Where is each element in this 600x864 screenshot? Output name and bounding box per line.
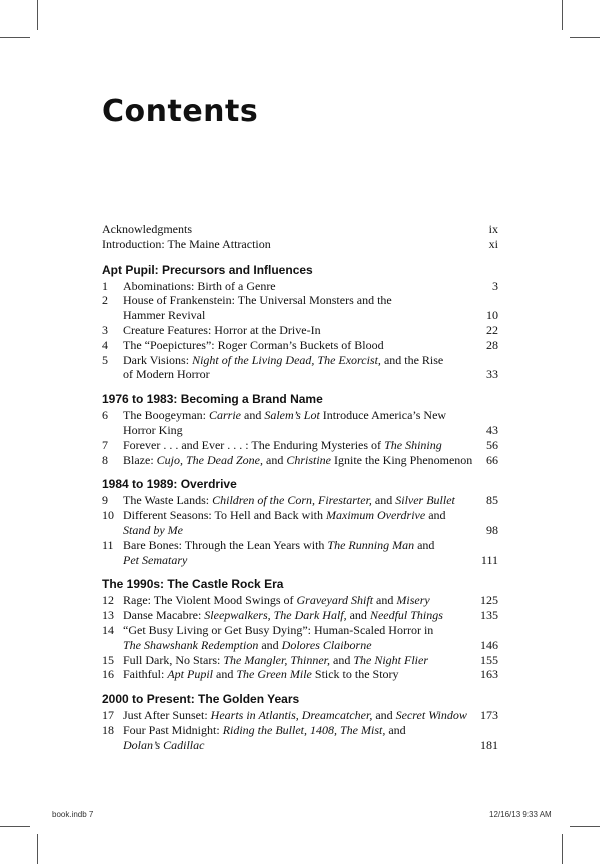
title-segment: Riding the Bullet, 1408, The Mist, xyxy=(222,722,386,737)
front-matter xyxy=(102,222,498,252)
crop-mark xyxy=(562,834,563,864)
title-segment: Children of the Corn, Firestarter, xyxy=(212,493,372,508)
title-segment: Introduce America’s New xyxy=(319,408,447,423)
title-segment: Cujo, The Dead Zone, xyxy=(156,452,263,467)
chapter-number: 10 xyxy=(102,508,114,523)
title-segment: Blaze: xyxy=(123,452,157,467)
title-segment: and xyxy=(373,593,397,608)
entry-title xyxy=(123,323,480,338)
page-number: 111 xyxy=(480,552,498,567)
section-heading: 1976 to 1983: Becoming a Brand Name xyxy=(102,392,323,407)
title-segment: The Shining xyxy=(384,437,442,452)
page-number: 56 xyxy=(486,437,498,452)
title-segment: Misery xyxy=(396,593,430,608)
crop-mark xyxy=(37,0,38,30)
entry-title: Introduction: The Maine Attraction xyxy=(102,236,271,251)
toc-entry xyxy=(102,608,498,623)
title-segment: Four Past Midnight: xyxy=(123,722,223,737)
toc-sections xyxy=(102,263,498,753)
entry-title xyxy=(123,553,475,568)
entry-title xyxy=(123,653,474,668)
toc-entry xyxy=(102,667,498,682)
page-number: 98 xyxy=(486,522,498,537)
entry-line xyxy=(102,453,498,468)
title-segment: and xyxy=(385,722,406,737)
chapter-number: 4 xyxy=(102,337,108,352)
title-segment: Creature Features: Horror at the Drive-In xyxy=(123,322,321,337)
title-segment: and xyxy=(346,608,370,623)
crop-mark xyxy=(570,37,600,38)
title-segment: Forever . . . and Ever . . . : The Enduring Mysteries of xyxy=(123,437,385,452)
title-segment: The Mangler, Thinner, xyxy=(223,652,331,667)
title-segment: and xyxy=(241,408,265,423)
title-segment: Christine xyxy=(286,452,331,467)
toc-entry xyxy=(102,708,498,723)
chapter-number: 1 xyxy=(102,278,108,293)
page-number: 146 xyxy=(480,637,498,652)
title-segment: Night of the Living Dead, The Exorcist, xyxy=(192,352,381,367)
page-number: 181 xyxy=(480,737,498,752)
entry-title xyxy=(123,667,474,682)
title-segment: Stand by Me xyxy=(123,522,183,537)
page-number: 173 xyxy=(480,708,498,723)
section-heading: 2000 to Present: The Golden Years xyxy=(102,692,300,707)
entry-line xyxy=(102,438,498,453)
entry-title xyxy=(123,593,474,608)
title-segment: Graveyard Shift xyxy=(296,593,374,608)
entry-title xyxy=(123,353,498,368)
toc-entry xyxy=(102,338,498,353)
crop-mark xyxy=(37,834,38,864)
page-number: xi xyxy=(488,236,498,251)
entry-title xyxy=(123,308,480,323)
title-segment: and xyxy=(263,452,287,467)
title-segment: The Night Flier xyxy=(353,652,429,667)
entry-title xyxy=(123,508,498,523)
title-segment: Dark Visions: xyxy=(123,352,193,367)
page-number: 66 xyxy=(486,452,498,467)
title-segment: Bare Bones: Through the Lean Years with xyxy=(123,537,328,552)
toc-entry xyxy=(102,593,498,608)
toc-entry xyxy=(102,453,498,468)
title-segment: Hearts in Atlantis, Dreamcatcher, xyxy=(210,708,373,723)
title-segment: The “Poepictures”: Roger Corman’s Buckets of Blood xyxy=(123,337,384,352)
entry-line xyxy=(102,293,498,308)
toc-entry xyxy=(102,493,498,508)
title-segment: and xyxy=(425,508,446,523)
page-number: 163 xyxy=(480,667,498,682)
entry-line xyxy=(102,538,498,553)
page-number: 33 xyxy=(486,367,498,382)
title-segment: The Waste Lands: xyxy=(123,493,213,508)
chapter-number: 18 xyxy=(102,722,114,737)
entry-line xyxy=(102,638,498,653)
section-heading: 1984 to 1989: Overdrive xyxy=(102,477,237,492)
title-segment: Different Seasons: To Hell and Back with xyxy=(123,508,327,523)
page-number: ix xyxy=(488,222,498,236)
title-segment: and xyxy=(258,637,282,652)
toc-entry xyxy=(102,237,498,252)
entry-line xyxy=(102,608,498,623)
entry-line xyxy=(102,723,498,738)
toc-entry xyxy=(102,723,498,753)
page-number: 125 xyxy=(480,593,498,608)
entry-line xyxy=(102,338,498,353)
title-segment: The Running Man xyxy=(327,537,415,552)
entry-title xyxy=(123,708,474,723)
entry-line xyxy=(102,623,498,638)
entry-title: Acknowledgments xyxy=(102,222,192,236)
title-segment: Horror King xyxy=(123,422,183,437)
title-segment: and xyxy=(330,652,354,667)
entry-line xyxy=(102,493,498,508)
chapter-number xyxy=(102,638,123,653)
chapter-number: 16 xyxy=(102,667,114,682)
chapter-number: 11 xyxy=(102,537,114,552)
title-segment: Dolan’s Cadillac xyxy=(123,737,205,752)
entry-line xyxy=(102,708,498,723)
title-segment: Needful Things xyxy=(369,608,443,623)
title-segment: and xyxy=(372,708,396,723)
entry-title xyxy=(123,408,498,423)
title-segment: Just After Sunset: xyxy=(123,708,211,723)
entry-line xyxy=(102,323,498,338)
entry-title xyxy=(123,608,474,623)
entry-line xyxy=(102,423,498,438)
chapter-number: 5 xyxy=(102,352,108,367)
table-of-contents xyxy=(102,222,498,753)
title-segment: and xyxy=(371,493,396,508)
crop-mark xyxy=(562,0,563,30)
page-number: 135 xyxy=(480,608,498,623)
title-segment: “Get Busy Living or Get Busy Dying”: Human-Scaled Horror in xyxy=(123,622,434,637)
chapter-number: 7 xyxy=(102,437,108,452)
title-segment: Dolores Claiborne xyxy=(281,637,372,652)
title-segment: Abominations: Birth of a Genre xyxy=(123,278,276,293)
chapter-number: 14 xyxy=(102,622,114,637)
toc-entry xyxy=(102,222,498,237)
chapter-number xyxy=(102,367,123,382)
title-segment: Pet Sematary xyxy=(123,552,188,567)
entry-line xyxy=(102,353,498,368)
chapter-number xyxy=(102,738,123,753)
entry-line xyxy=(102,308,498,323)
entry-title xyxy=(123,423,480,438)
page-number: 155 xyxy=(480,652,498,667)
crop-mark xyxy=(0,826,30,827)
entry-title xyxy=(123,623,498,638)
title-segment: Rage: The Violent Mood Swings of xyxy=(123,593,297,608)
entry-title xyxy=(123,338,480,353)
toc-entry xyxy=(102,293,498,323)
title-segment: Ignite the King Phenomenon xyxy=(331,452,473,467)
title-segment: Stick to the Story xyxy=(311,667,399,682)
title-segment: Maximum Overdrive xyxy=(326,508,426,523)
toc-entry xyxy=(102,623,498,653)
entry-line xyxy=(102,593,498,608)
chapter-number: 17 xyxy=(102,708,114,723)
section-heading: The 1990s: The Castle Rock Era xyxy=(102,577,284,592)
chapter-number: 2 xyxy=(102,293,108,308)
title-segment: of Modern Horror xyxy=(123,367,210,382)
chapter-number: 3 xyxy=(102,322,108,337)
entry-title xyxy=(123,638,474,653)
title-segment: Hammer Revival xyxy=(123,308,206,323)
title-segment: Secret Window xyxy=(395,708,467,723)
entry-title xyxy=(123,493,480,508)
page-title: Contents xyxy=(102,94,259,129)
entry-line xyxy=(102,279,498,294)
page-number: 85 xyxy=(486,493,498,508)
toc-entry xyxy=(102,323,498,338)
title-segment: and xyxy=(213,667,237,682)
crop-mark xyxy=(0,37,30,38)
entry-title xyxy=(123,523,480,538)
toc-entry xyxy=(102,353,498,383)
entry-line xyxy=(102,408,498,423)
page-number: 22 xyxy=(486,322,498,337)
footer-timestamp: 12/16/13 9:33 AM xyxy=(489,810,552,819)
chapter-number xyxy=(102,553,123,568)
crop-mark xyxy=(570,826,600,827)
entry-title xyxy=(123,438,480,453)
entry-title xyxy=(123,738,474,753)
page-number: 28 xyxy=(486,337,498,352)
title-segment: Salem’s Lot xyxy=(264,408,320,423)
toc-entry xyxy=(102,279,498,294)
title-segment: The Shawshank Redemption xyxy=(123,637,259,652)
title-segment: Sleepwalkers, The Dark Half, xyxy=(204,608,347,623)
chapter-number xyxy=(102,523,123,538)
entry-title xyxy=(123,293,498,308)
entry-line xyxy=(102,653,498,668)
page-number: 3 xyxy=(492,278,498,293)
chapter-number: 13 xyxy=(102,608,114,623)
entry-title xyxy=(123,538,498,553)
chapter-number xyxy=(102,308,123,323)
title-segment: Silver Bullet xyxy=(395,493,455,508)
entry-line xyxy=(102,553,498,568)
chapter-number xyxy=(102,423,123,438)
entry-line xyxy=(102,523,498,538)
chapter-number: 9 xyxy=(102,493,108,508)
title-segment: Carrie xyxy=(208,408,241,423)
title-segment: Apt Pupil xyxy=(167,667,214,682)
entry-title xyxy=(123,367,480,382)
chapter-number: 8 xyxy=(102,452,108,467)
title-segment: House of Frankenstein: The Universal Monsters and the xyxy=(123,293,392,308)
entry-line xyxy=(102,667,498,682)
title-segment: Danse Macabre: xyxy=(123,608,205,623)
entry-title xyxy=(123,279,486,294)
chapter-number: 15 xyxy=(102,652,114,667)
title-segment: Full Dark, No Stars: xyxy=(123,652,224,667)
toc-entry xyxy=(102,508,498,538)
footer-file-label: book.indb 7 xyxy=(52,810,94,819)
title-segment: The Green Mile xyxy=(236,667,312,682)
chapter-number: 12 xyxy=(102,593,114,608)
page-number: 10 xyxy=(486,308,498,323)
toc-entry xyxy=(102,653,498,668)
page-number: 43 xyxy=(486,422,498,437)
entry-line xyxy=(102,367,498,382)
title-segment: The Boogeyman: xyxy=(123,408,209,423)
entry-line xyxy=(102,508,498,523)
chapter-number: 6 xyxy=(102,408,108,423)
toc-entry xyxy=(102,408,498,438)
entry-title xyxy=(123,453,480,468)
entry-title xyxy=(123,723,498,738)
title-segment: and xyxy=(414,537,435,552)
title-segment: and the Rise xyxy=(380,352,444,367)
section-heading: Apt Pupil: Precursors and Influences xyxy=(102,262,313,277)
entry-line xyxy=(102,738,498,753)
title-segment: Faithful: xyxy=(123,667,168,682)
toc-entry xyxy=(102,438,498,453)
toc-entry xyxy=(102,538,498,568)
